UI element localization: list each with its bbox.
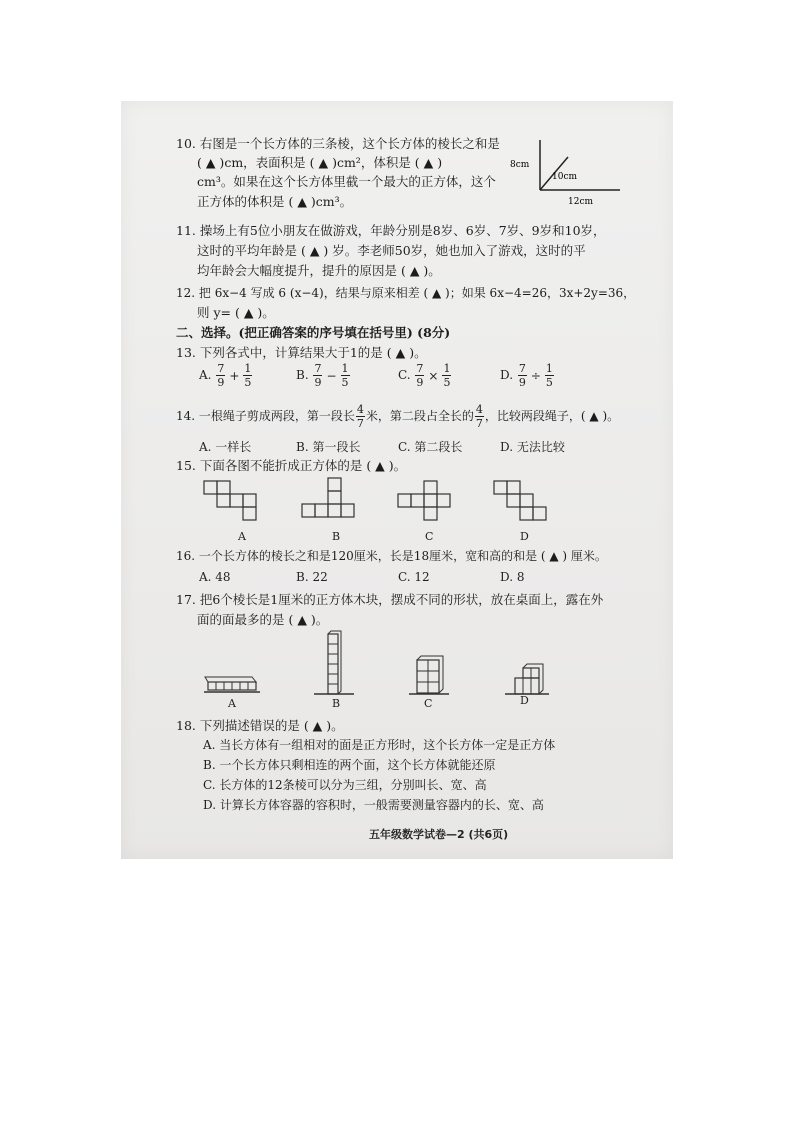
q12-line1: 12. 把 6x−4 写成 6 (x−4)，结果与原来相差 ( ▲ )；如果 6x−4=26，3x+2y=36， bbox=[176, 286, 636, 300]
q16-stem: 16. 一个长方体的棱长之和是120厘米，长是18厘米，宽和高的和是 ( ▲ ) 厘米。 bbox=[176, 549, 607, 563]
q17-line1: 17. 把6个棱长是1厘米的正方体木块，摆成不同的形状，放在桌面上，露在外 bbox=[176, 592, 604, 607]
q17-caption-b: B bbox=[332, 697, 341, 710]
q16-option-d: D. 8 bbox=[500, 570, 525, 584]
q17-caption-a: A bbox=[228, 697, 236, 710]
dim-depth-label: 10cm bbox=[552, 172, 578, 182]
q18-option-c: C. 长方体的12条棱可以分为三组，分别叫长、宽、高 bbox=[203, 778, 487, 792]
q18-option-d: D. 计算长方体容器的容积时，一般需要测量容器内的长、宽、高 bbox=[203, 798, 544, 812]
q14-stem: 14. 一根绳子剪成两段，第一段长 $\frac{4}{7}$ 米，第二段占全长的 $\frac{4}{7}$ ，比较两段绳子，( ▲ )。 bbox=[176, 403, 620, 430]
cuboid-edges-figure bbox=[510, 135, 630, 205]
q13-option-d: D. $\frac{7}{9}$ ÷ $\frac{1}{5}$ bbox=[500, 362, 553, 389]
q10-line2: ( ▲ )cm，表面积是 ( ▲ )cm²，体积是 ( ▲ ) bbox=[197, 155, 443, 170]
q16-option-a: A. 48 bbox=[199, 570, 231, 584]
net-figure-a bbox=[204, 481, 260, 523]
q13-option-c: C. $\frac{7}{9}$ × $\frac{1}{5}$ bbox=[398, 362, 451, 389]
q17-line2: 面的面最多的是 ( ▲ )。 bbox=[197, 612, 329, 627]
q13-option-a: A. $\frac{7}{9}$ + $\frac{1}{5}$ bbox=[199, 362, 252, 389]
q12-line2: 则 y= ( ▲ )。 bbox=[197, 305, 275, 320]
q14-option-a: A. 一样长 bbox=[199, 440, 252, 454]
dim-width-label: 12cm bbox=[568, 197, 594, 207]
q13-stem: 13. 下列各式中，计算结果大于1的是 ( ▲ )。 bbox=[176, 345, 427, 360]
q18-option-b: B. 一个长方体只剩相连的两个面，这个长方体就能还原 bbox=[203, 758, 496, 772]
q15-caption-b: B bbox=[332, 530, 341, 543]
q14-option-b: B. 第一段长 bbox=[296, 440, 361, 454]
section-2-title: 二、选择。(把正确答案的序号填在括号里) (8分) bbox=[176, 325, 451, 340]
net-figure-d bbox=[494, 481, 550, 527]
q14-option-d: D. 无法比较 bbox=[500, 440, 565, 454]
q16-option-c: C. 12 bbox=[398, 570, 430, 584]
block-figure-c bbox=[409, 654, 449, 696]
q13-option-b: B. $\frac{7}{9}$ − $\frac{1}{5}$ bbox=[296, 362, 349, 389]
q10-line4: 正方体的体积是 ( ▲ )cm³。 bbox=[197, 194, 353, 209]
q11-line3: 均年龄会大幅度提升，提升的原因是 ( ▲ )。 bbox=[197, 263, 441, 278]
q10-line1: 10. 右图是一个长方体的三条棱，这个长方体的棱长之和是 bbox=[176, 136, 500, 151]
block-figure-d bbox=[505, 662, 549, 696]
q16-option-b: B. 22 bbox=[296, 570, 328, 584]
q15-caption-d: D bbox=[520, 530, 529, 543]
q15-caption-a: A bbox=[238, 530, 246, 543]
q14-option-c: C. 第二段长 bbox=[398, 440, 463, 454]
q11-line1: 11. 操场上有5位小朋友在做游戏，年龄分别是8岁、6岁、7岁、9岁和10岁， bbox=[176, 223, 606, 238]
q17-caption-d: D bbox=[520, 694, 529, 707]
net-figure-c bbox=[398, 481, 454, 527]
dim-height-label: 8cm bbox=[510, 160, 530, 170]
block-figure-b bbox=[314, 630, 354, 696]
page-footer: 五年级数学试卷—2 (共6页) bbox=[369, 828, 509, 841]
q17-caption-c: C bbox=[424, 697, 433, 710]
q18-option-a: A. 当长方体有一组相对的面是正方形时，这个长方体一定是正方体 bbox=[203, 738, 556, 752]
q15-caption-c: C bbox=[425, 530, 434, 543]
block-figure-a bbox=[204, 674, 260, 696]
q10-line3: cm³。如果在这个长方体里截一个最大的正方体，这个 bbox=[197, 174, 496, 189]
q11-line2: 这时的平均年龄是 ( ▲ ) 岁。李老师50岁，她也加入了游戏，这时的平 bbox=[197, 243, 586, 258]
q15-stem: 15. 下面各图不能折成正方体的是 ( ▲ )。 bbox=[176, 458, 407, 473]
q18-stem: 18. 下列描述错误的是 ( ▲ )。 bbox=[176, 718, 344, 733]
net-figure-b bbox=[302, 478, 358, 526]
